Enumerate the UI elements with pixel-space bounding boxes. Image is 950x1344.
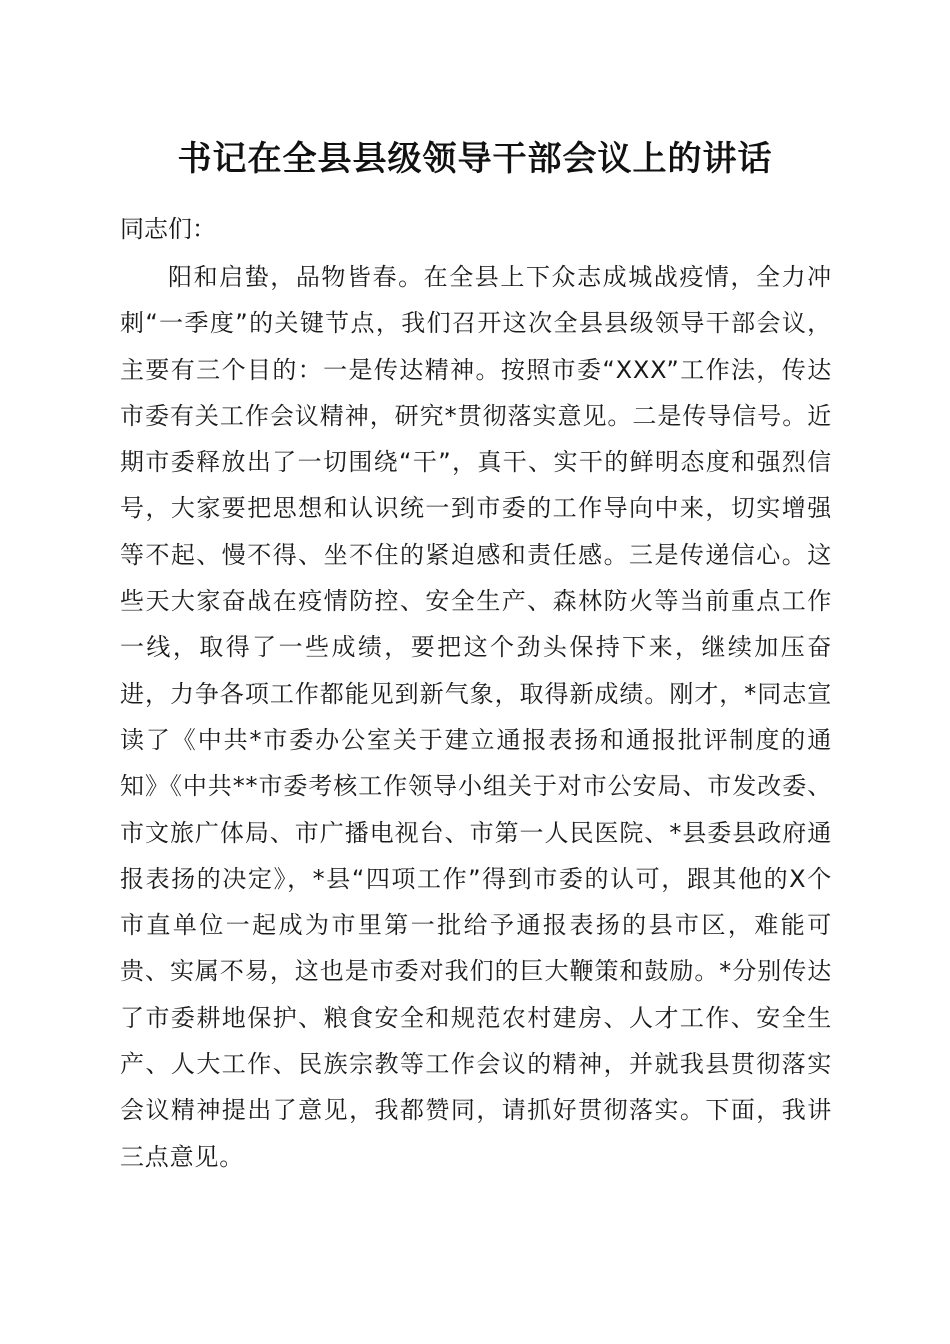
document-title: 书记在全县县级领导干部会议上的讲话 (177, 139, 773, 179)
body-paragraph: 阳和启蛰，品物皆春。在全县上下众志成城战疫情，全力冲刺“一季度”的关键节点，我们召开这次全县县级领导干部会议，主要有三个目的：一是传达精神。按照市委“XXX”工作法，传达市委有关工作会议精神，研究*贯彻落实意见。二是传导信号。近期市委释放出了一切围绕“干”，真干、实干的鲜明态度和强烈信号，大家要把思想和认识统一到市委的工作导向中来，切实增强等不起、慢不得、坐不住的紧迫感和责任感。三是传递信心。这些天大家奋战在疫情防控、安全生产、森林防火等当前重点工作一线，取得了一些成绩，要把这个劲头保持下来，继续加压奋进，力争各项工作都能见到新气象，取得新成绩。刚才，*同志宣读了《中共*市委办公室关于建立通报表扬和通报批评制度的通知》《中共**市委考核工作领导小组关于对市公安局、市发改委、市文旅广体局、市广播电视台、市第一人民医院、*县委县政府通报表扬的决定》，*县“四项工作”得到市委的认可，跟其他的X个市直单位一起成为市里第一批给予通报表扬的县市区，难能可贵、实属不易，这也是市委对我们的巨大鞭策和鼓励。*分别传达了市委耕地保护、粮食安全和规范农村建房、人才工作、安全生产、人大工作、民族宗教等工作会议的精神，并就我县贯彻落实会议精神提出了意见，我都赞同，请抓好贯彻落实。下面，我讲三点意见。 (120, 263, 832, 1171)
salutation: 同志们： (120, 215, 216, 243)
